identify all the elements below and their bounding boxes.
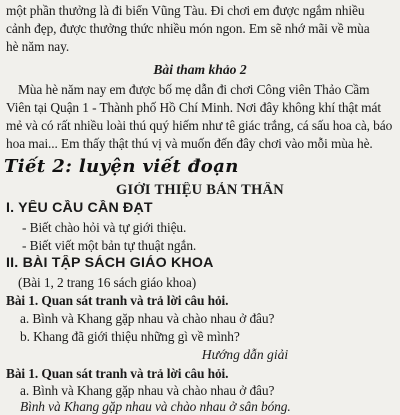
topic-title: GIỚI THIỆU BẢN THÂN (116, 182, 284, 198)
sample-line: Mùa hè năm nay em được bố mẹ dẫn đi chơi Công viên Thảo Cầm (18, 82, 370, 97)
exercise-question: a. Bình và Khang gặp nhau và chào nhau ở đâu? (20, 311, 275, 326)
section-heading-requirements: I. YÊU CẦU CẦN ĐẠT (6, 200, 153, 216)
exercise-title: Bài 1. Quan sát tranh và trả lời câu hỏi. (6, 293, 229, 308)
sample-line: mẻ và có rất nhiều loài thú quý hiếm như tê giác trắng, cá sấu hoa cà, báo (6, 118, 393, 133)
passage-line: một phần thưởng là đi biển Vũng Tàu. Đi chơi em được ngắm nhiều (6, 3, 365, 18)
sample-line: Viên tại Quận 1 - Thành phố Hồ Chí Minh. Nơi đây không khí thật mát (6, 100, 381, 115)
sample-line: hoa mai... Em thấy thật thú vị và muốn đến đây chơi vào mỗi mùa hè. (6, 136, 373, 151)
passage-line: cảnh đẹp, được thưởng thức nhiều món ngon. Em sẽ nhớ mãi về mùa (6, 21, 370, 36)
guide-title: Hướng dẫn giải (201, 347, 289, 362)
answer-exercise-title: Bài 1. Quan sát tranh và trả lời câu hỏi. (6, 366, 229, 381)
exercise-question: b. Khang đã giới thiệu những gì về mình? (20, 329, 240, 344)
passage-line: hè năm nay. (6, 39, 70, 54)
requirement-item: - Biết viết một bản tự thuật ngắn. (22, 238, 197, 253)
requirement-item: - Biết chào hỏi và tự giới thiệu. (22, 220, 187, 235)
lesson-title: Tiết 2: luyện viết đoạn (4, 156, 239, 177)
exercise-source-note: (Bài 1, 2 trang 16 sách giáo khoa) (18, 275, 197, 290)
sample-title: Bài tham khảo 2 (153, 62, 247, 77)
section-heading-exercises: II. BÀI TẬP SÁCH GIÁO KHOA (6, 255, 214, 271)
answer-text: Bình và Khang gặp nhau và chào nhau ở sân bóng. (20, 399, 291, 414)
answer-question: a. Bình và Khang gặp nhau và chào nhau ở đâu? (20, 383, 275, 398)
